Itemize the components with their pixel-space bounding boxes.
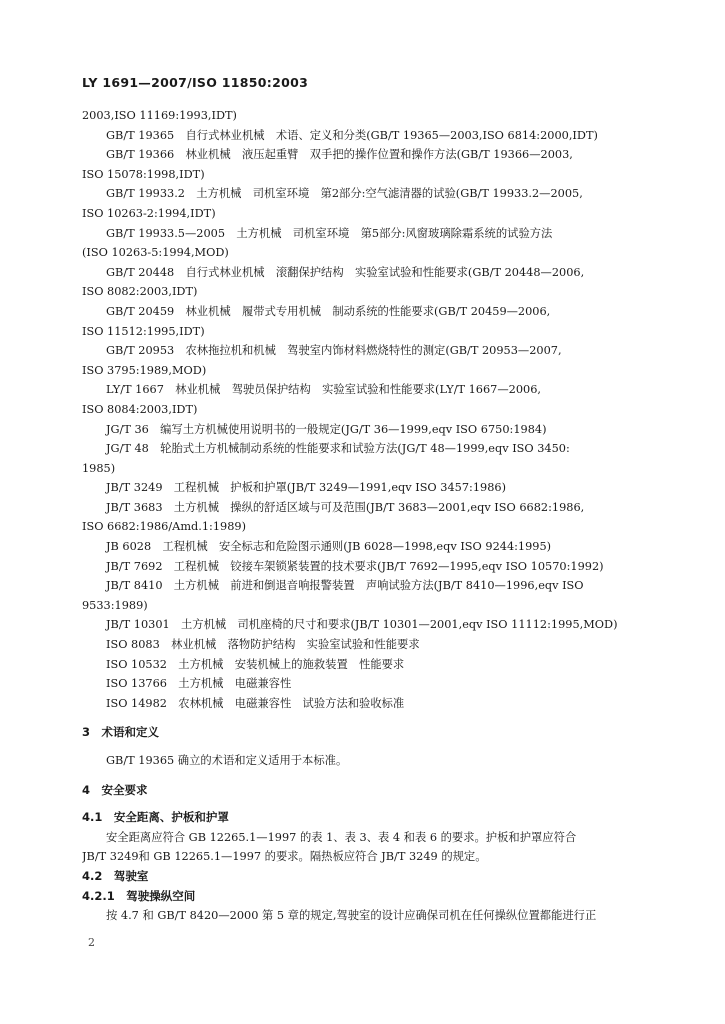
ref-line: JB 6028 工程机械 安全标志和危险图示通则(JB 6028—1998,eqv ISO 9244:1995) — [106, 540, 552, 554]
ref-line: GB/T 19933.5—2005 土方机械 司机室环境 第5部分:风窗玻璃除霜系统的试验方法 — [106, 226, 553, 240]
ref-line: ISO 10532 土方机械 安装机械上的施救装置 性能要求 — [106, 657, 405, 671]
page-number: 2 — [88, 936, 95, 949]
ref-line: LY/T 1667 林业机械 驾驶员保护结构 实验室试验和性能要求(LY/T 1667—2006, — [106, 383, 542, 397]
ref-line: 1985) — [82, 461, 116, 475]
ref-line: GB/T 19365 自行式林业机械 术语、定义和分类(GB/T 19365—2003,ISO 6814:2000,IDT) — [106, 128, 598, 142]
ref-line: ISO 15078:1998,IDT) — [82, 167, 205, 181]
ref-line: GB/T 20448 自行式林业机械 滚翻保护结构 实验室试验和性能要求(GB/T 20448—2006, — [106, 265, 585, 279]
ref-line: 2003,ISO 11169:1993,IDT) — [82, 109, 237, 122]
section-4-2-1-body: 按 4.7 和 GB/T 8420—2000 第 5 章的规定,驾驶室的设计应确保司机在任何操纵位置都能进行正 — [106, 909, 597, 923]
section-3-heading: 3 术语和定义 — [82, 725, 160, 740]
ref-line: ISO 10263-2:1994,IDT) — [82, 206, 216, 220]
ref-line: JG/T 48 轮胎式土方机械制动系统的性能要求和试验方法(JG/T 48—1999,eqv ISO 3450: — [106, 442, 570, 456]
ref-line: JB/T 10301 土方机械 司机座椅的尺寸和要求(JB/T 10301—2001,eqv ISO 11112:1995,MOD) — [106, 618, 618, 632]
ref-line: ISO 8083 林业机械 落物防护结构 实验室试验和性能要求 — [106, 638, 420, 652]
section-4-2-heading: 4.2 驾驶室 — [82, 868, 149, 883]
ref-line: ISO 8082:2003,IDT) — [82, 285, 198, 299]
section-4-2-1-heading: 4.2.1 驾驶操纵空间 — [82, 888, 196, 903]
ref-line: ISO 13766 土方机械 电磁兼容性 — [106, 677, 292, 691]
section-4-1-heading: 4.1 安全距离、护板和护罩 — [82, 810, 229, 825]
ref-line: JB/T 3683 土方机械 操纵的舒适区域与可及范围(JB/T 3683—2001,eqv ISO 6682:1986, — [106, 500, 585, 514]
ref-line: JB/T 7692 工程机械 铰接车架锁紧装置的技术要求(JB/T 7692—1995,eqv ISO 10570:1992) — [106, 559, 604, 573]
ref-line: ISO 3795:1989,MOD) — [82, 363, 207, 377]
ref-line: GB/T 19366 林业机械 液压起重臂 双手把的操作位置和操作方法(GB/T 19366—2003, — [106, 148, 573, 162]
ref-line: JG/T 36 编写土方机械使用说明书的一般规定(JG/T 36—1999,eqv ISO 6750:1984) — [106, 422, 547, 436]
section-3-body: GB/T 19365 确立的术语和定义适用于本标准。 — [106, 754, 348, 767]
section-4-1-body: JB/T 3249和 GB 12265.1—1997 的要求。隔热板应符合 JB/T 3249 的规定。 — [82, 850, 487, 864]
page-content — [82, 106, 645, 926]
ref-line: ISO 11512:1995,IDT) — [82, 324, 205, 338]
ref-line: 9533:1989) — [82, 598, 148, 612]
section-4-1-body: 安全距离应符合 GB 12265.1—1997 的表 1、表 3、表 4 和表 6 的要求。护板和护罩应符合 — [106, 830, 577, 844]
ref-line: GB/T 19933.2 土方机械 司机室环境 第2部分:空气滤清器的试验(GB/T 19933.2—2005, — [106, 187, 583, 201]
document-header: LY 1691—2007/ISO 11850:2003 — [82, 75, 309, 90]
ref-line: JB/T 8410 土方机械 前进和倒退音响报警装置 声响试验方法(JB/T 8410—1996,eqv ISO — [106, 579, 584, 593]
ref-line: GB/T 20459 林业机械 履带式专用机械 制动系统的性能要求(GB/T 20459—2006, — [106, 304, 551, 318]
ref-line: ISO 8084:2003,IDT) — [82, 402, 198, 416]
section-4-heading: 4 安全要求 — [82, 782, 148, 797]
ref-line: ISO 6682:1986/Amd.1:1989) — [82, 520, 247, 534]
ref-line: ISO 14982 农林机械 电磁兼容性 试验方法和验收标准 — [106, 696, 405, 710]
ref-line: (ISO 10263-5:1994,MOD) — [82, 246, 229, 260]
ref-line: JB/T 3249 工程机械 护板和护罩(JB/T 3249—1991,eqv ISO 3457:1986) — [106, 481, 506, 495]
ref-line: GB/T 20953 农林拖拉机和机械 驾驶室内饰材料燃烧特性的测定(GB/T 20953—2007, — [106, 344, 562, 358]
